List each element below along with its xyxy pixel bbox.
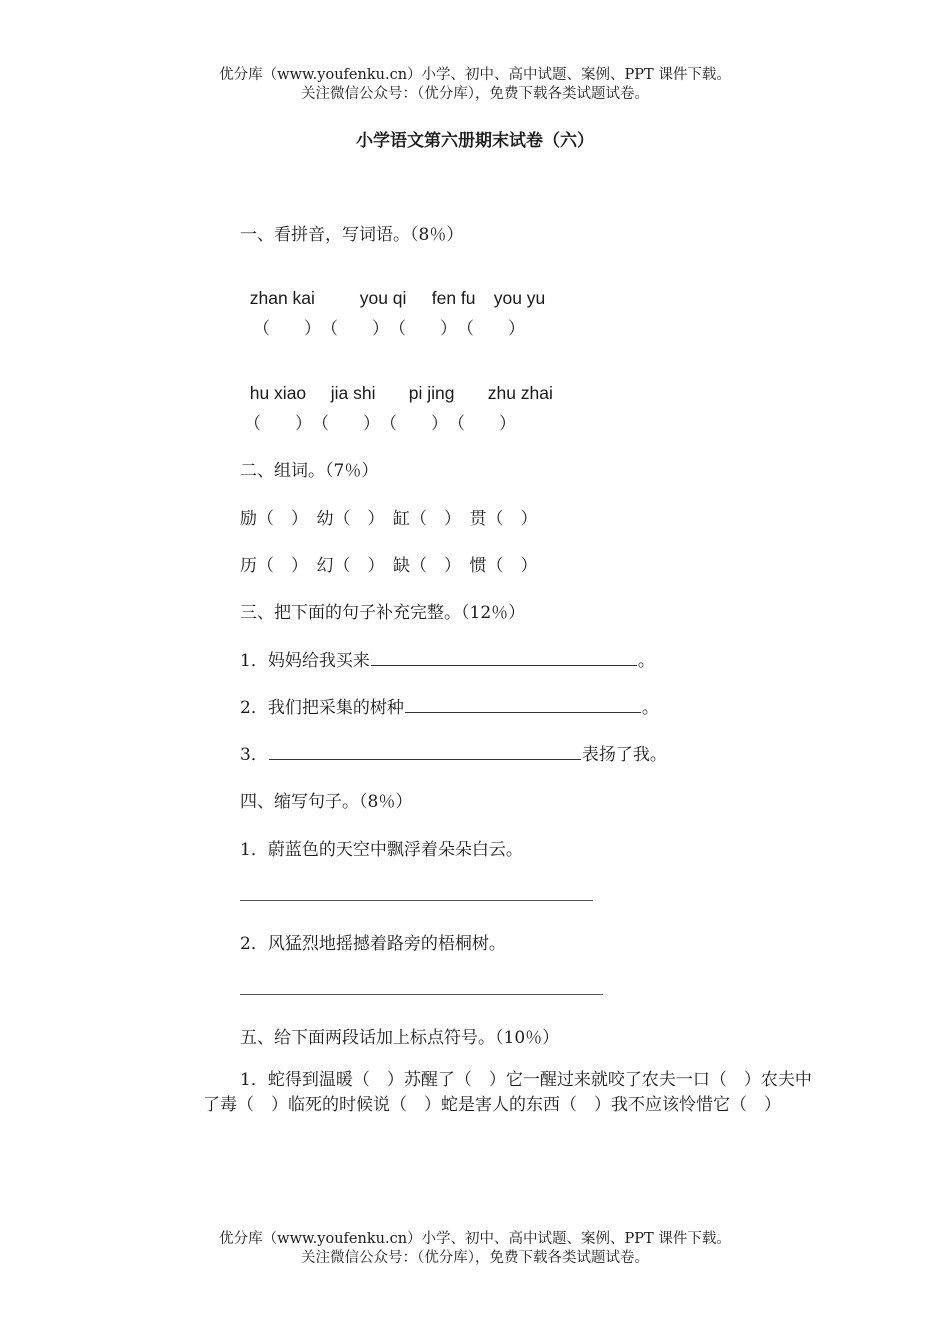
- answer-brackets-row-1: （ ） （ ） （ ） （ ）: [253, 319, 525, 339]
- sentence-suffix: 。: [641, 698, 659, 718]
- sentence-prefix: 3．: [240, 745, 268, 765]
- condense-item-2: 2．风猛烈地摇撼着路旁的梧桐树。: [240, 934, 506, 954]
- header-line-1: 优分库（www.youfenku.cn）小学、初中、高中试题、案例、PPT 课件下载。: [219, 67, 731, 83]
- pinyin-word: fen fu: [431, 288, 476, 308]
- pinyin-word: you qi: [359, 288, 407, 308]
- word-group-row-2: 历（ ） 幻（ ） 缺（ ） 惯（ ）: [240, 556, 538, 576]
- answer-line-2: [240, 994, 603, 995]
- answer-blank: [405, 698, 641, 713]
- pinyin-word: pi jing: [408, 383, 455, 403]
- sentence-prefix: 2．我们把采集的树种: [240, 698, 404, 718]
- pinyin-word: zhan kai: [249, 288, 315, 308]
- pinyin-word: jia shi: [330, 383, 376, 403]
- section-4-heading: 四、缩写句子。（8％）: [240, 792, 413, 812]
- condense-item-1: 1．蔚蓝色的天空中飘浮着朵朵白云。: [240, 840, 523, 860]
- answer-brackets-row-2: （ ） （ ） （ ） （ ）: [244, 414, 516, 434]
- answer-line-1: [240, 900, 593, 901]
- section-2-heading: 二、组词。（7％）: [240, 461, 379, 481]
- section-5-heading: 五、给下面两段话加上标点符号。（10％）: [240, 1028, 560, 1048]
- pinyin-row-2: [240, 362, 553, 404]
- section-1-heading: 一、看拼音，写词语。（8％）: [240, 225, 464, 245]
- header-line-2: 关注微信公众号：（优分库），免费下载各类试题试卷。: [301, 86, 649, 102]
- sentence-item-1: [240, 646, 655, 671]
- pinyin-word: you yu: [493, 288, 546, 308]
- page-title: 小学语文第六册期末试卷（六）: [356, 131, 594, 151]
- sentence-suffix: 。: [637, 651, 655, 671]
- sentence-item-3: [240, 740, 667, 765]
- section-3-heading: 三、把下面的句子补充完整。（12％）: [240, 603, 526, 623]
- sentence-prefix: 1．妈妈给我买来: [240, 651, 370, 671]
- pinyin-row-1: [240, 267, 545, 309]
- footer-line-1: 优分库（www.youfenku.cn）小学、初中、高中试题、案例、PPT 课件下载。: [219, 1231, 731, 1247]
- answer-blank: [371, 651, 637, 666]
- footer-line-2: 关注微信公众号：（优分库），免费下载各类试题试卷。: [301, 1250, 649, 1266]
- pinyin-word: hu xiao: [249, 383, 307, 403]
- sentence-item-2: [240, 693, 659, 718]
- punctuation-item-1: 1．蛇得到温暖（ ）苏醒了（ ）它一醒过来就咬了农夫一口（ ）农夫中了毒（ ）临死的时候说（ ）蛇是害人的东西（ ）我不应该怜惜它（ ）: [203, 1070, 812, 1115]
- word-group-row-1: 励（ ） 幼（ ） 缸（ ） 贯（ ）: [240, 509, 538, 529]
- sentence-suffix: 表扬了我。: [581, 745, 667, 765]
- answer-blank: [269, 745, 581, 760]
- pinyin-word: zhu zhai: [487, 383, 553, 403]
